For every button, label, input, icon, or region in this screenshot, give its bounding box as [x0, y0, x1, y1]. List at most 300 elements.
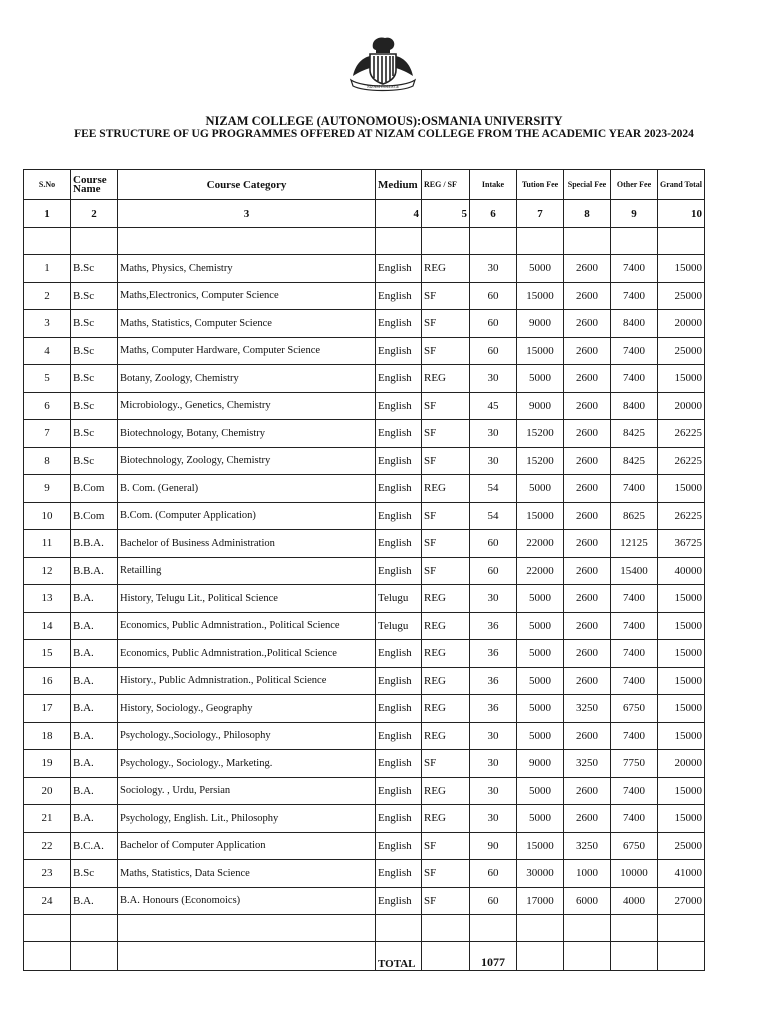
row-course-name: B.Com	[71, 475, 118, 503]
row-other-fee: 7400	[611, 722, 658, 750]
row-course-category: Maths, Computer Hardware, Computer Science	[118, 337, 376, 365]
row-course-name: B.A.	[71, 805, 118, 833]
row-reg-sf: REG	[422, 612, 470, 640]
row-medium: English	[376, 722, 422, 750]
row-intake: 30	[470, 365, 517, 393]
row-grand-total: 15000	[658, 640, 705, 668]
row-tuition-fee: 15000	[517, 832, 564, 860]
row-grand-total: 20000	[658, 750, 705, 778]
row-course-name: B.Sc	[71, 337, 118, 365]
column-number: 2	[71, 200, 118, 228]
row-course-name: B.Sc	[71, 860, 118, 888]
row-other-fee: 15400	[611, 557, 658, 585]
row-special-fee: 2600	[564, 612, 611, 640]
table-row	[24, 255, 705, 283]
row-special-fee: 2600	[564, 640, 611, 668]
column-number: 10	[658, 200, 705, 228]
table-row	[24, 695, 705, 723]
table-row	[24, 282, 705, 310]
row-reg-sf: REG	[422, 722, 470, 750]
row-special-fee: 2600	[564, 667, 611, 695]
row-course-category: Maths, Physics, Chemistry	[118, 255, 376, 283]
row-medium: English	[376, 447, 422, 475]
header-medium: Medium	[376, 170, 422, 200]
row-tuition-fee: 5000	[517, 722, 564, 750]
row-sno: 24	[24, 887, 71, 915]
row-medium: English	[376, 255, 422, 283]
row-sno: 17	[24, 695, 71, 723]
header-grand-total: Grand Total	[658, 170, 705, 200]
row-intake: 30	[470, 750, 517, 778]
table-row	[24, 475, 705, 503]
row-other-fee: 7400	[611, 667, 658, 695]
row-special-fee: 3250	[564, 832, 611, 860]
column-number: 9	[611, 200, 658, 228]
table-row	[24, 667, 705, 695]
row-grand-total: 15000	[658, 255, 705, 283]
row-medium: English	[376, 420, 422, 448]
header-tuition-fee: Tution Fee	[517, 170, 564, 200]
row-other-fee: 7400	[611, 640, 658, 668]
row-special-fee: 2600	[564, 777, 611, 805]
row-course-name: B.Sc	[71, 392, 118, 420]
row-other-fee: 7400	[611, 365, 658, 393]
row-intake: 30	[470, 255, 517, 283]
table-row	[24, 750, 705, 778]
row-course-category: Maths,Electronics, Computer Science	[118, 282, 376, 310]
column-number: 7	[517, 200, 564, 228]
row-medium: English	[376, 282, 422, 310]
row-other-fee: 8425	[611, 447, 658, 475]
table-row	[24, 722, 705, 750]
row-course-category: Biotechnology, Botany, Chemistry	[118, 420, 376, 448]
row-medium: English	[376, 640, 422, 668]
row-intake: 36	[470, 667, 517, 695]
column-number-row	[24, 200, 705, 228]
row-reg-sf: REG	[422, 475, 470, 503]
row-grand-total: 40000	[658, 557, 705, 585]
header-course-name: Course Name	[71, 170, 118, 200]
row-tuition-fee: 22000	[517, 557, 564, 585]
row-tuition-fee: 15200	[517, 447, 564, 475]
row-other-fee: 7400	[611, 805, 658, 833]
row-intake: 60	[470, 530, 517, 558]
row-medium: English	[376, 530, 422, 558]
row-intake: 30	[470, 585, 517, 613]
row-tuition-fee: 5000	[517, 777, 564, 805]
row-special-fee: 2600	[564, 310, 611, 338]
row-grand-total: 15000	[658, 475, 705, 503]
row-grand-total: 15000	[658, 777, 705, 805]
table-row	[24, 337, 705, 365]
row-medium: English	[376, 695, 422, 723]
row-grand-total: 15000	[658, 805, 705, 833]
row-grand-total: 36725	[658, 530, 705, 558]
row-course-category: Psychology.,Sociology., Philosophy	[118, 722, 376, 750]
row-other-fee: 7400	[611, 777, 658, 805]
row-grand-total: 15000	[658, 722, 705, 750]
row-tuition-fee: 5000	[517, 805, 564, 833]
row-other-fee: 7400	[611, 475, 658, 503]
row-grand-total: 25000	[658, 282, 705, 310]
row-medium: English	[376, 557, 422, 585]
row-intake: 54	[470, 475, 517, 503]
row-sno: 23	[24, 860, 71, 888]
row-medium: English	[376, 805, 422, 833]
row-course-name: B.A.	[71, 695, 118, 723]
table-row	[24, 502, 705, 530]
row-medium: English	[376, 750, 422, 778]
row-grand-total: 15000	[658, 667, 705, 695]
row-other-fee: 7400	[611, 337, 658, 365]
table-row	[24, 557, 705, 585]
college-crest-logo	[343, 34, 423, 92]
table-row	[24, 365, 705, 393]
row-tuition-fee: 17000	[517, 887, 564, 915]
row-course-category: Sociology. , Urdu, Persian	[118, 777, 376, 805]
row-reg-sf: SF	[422, 750, 470, 778]
row-course-category: Maths, Statistics, Computer Science	[118, 310, 376, 338]
table-row	[24, 585, 705, 613]
table-row	[24, 887, 705, 915]
row-special-fee: 6000	[564, 887, 611, 915]
row-reg-sf: REG	[422, 255, 470, 283]
row-course-name: B.Sc	[71, 420, 118, 448]
row-grand-total: 15000	[658, 695, 705, 723]
row-tuition-fee: 15000	[517, 337, 564, 365]
row-tuition-fee: 5000	[517, 475, 564, 503]
row-special-fee: 2600	[564, 530, 611, 558]
table-row	[24, 530, 705, 558]
row-intake: 36	[470, 695, 517, 723]
row-intake: 60	[470, 282, 517, 310]
row-course-name: B.A.	[71, 640, 118, 668]
row-intake: 60	[470, 860, 517, 888]
row-medium: English	[376, 365, 422, 393]
row-grand-total: 20000	[658, 310, 705, 338]
row-course-category: B.A. Honours (Economoics)	[118, 887, 376, 915]
row-course-name: B.Sc	[71, 255, 118, 283]
row-course-name: B.C.A.	[71, 832, 118, 860]
row-special-fee: 3250	[564, 695, 611, 723]
row-grand-total: 15000	[658, 365, 705, 393]
row-course-category: Biotechnology, Zoology, Chemistry	[118, 447, 376, 475]
row-intake: 36	[470, 640, 517, 668]
row-special-fee: 2600	[564, 502, 611, 530]
row-course-category: Bachelor of Computer Application	[118, 832, 376, 860]
row-medium: English	[376, 392, 422, 420]
column-number: 6	[470, 200, 517, 228]
row-reg-sf: SF	[422, 502, 470, 530]
row-tuition-fee: 5000	[517, 695, 564, 723]
row-intake: 36	[470, 612, 517, 640]
row-reg-sf: REG	[422, 640, 470, 668]
row-tuition-fee: 5000	[517, 667, 564, 695]
column-number: 4	[376, 200, 422, 228]
row-grand-total: 27000	[658, 887, 705, 915]
row-special-fee: 2600	[564, 337, 611, 365]
row-grand-total: 20000	[658, 392, 705, 420]
row-course-category: B.Com. (Computer Application)	[118, 502, 376, 530]
table-row	[24, 612, 705, 640]
row-intake: 45	[470, 392, 517, 420]
total-label: TOTAL	[376, 942, 422, 971]
row-sno: 8	[24, 447, 71, 475]
row-tuition-fee: 9000	[517, 310, 564, 338]
row-course-name: B.A.	[71, 887, 118, 915]
row-other-fee: 7400	[611, 612, 658, 640]
table-row	[24, 310, 705, 338]
column-number: 8	[564, 200, 611, 228]
row-sno: 6	[24, 392, 71, 420]
row-course-category: Psychology, English. Lit., Philosophy	[118, 805, 376, 833]
row-special-fee: 3250	[564, 750, 611, 778]
column-number: 5	[422, 200, 470, 228]
crest-mantle-left	[353, 56, 370, 76]
row-grand-total: 26225	[658, 502, 705, 530]
row-other-fee: 8625	[611, 502, 658, 530]
row-reg-sf: SF	[422, 420, 470, 448]
table-row	[24, 392, 705, 420]
row-reg-sf: REG	[422, 805, 470, 833]
row-tuition-fee: 15200	[517, 420, 564, 448]
row-grand-total: 25000	[658, 337, 705, 365]
row-sno: 18	[24, 722, 71, 750]
row-sno: 4	[24, 337, 71, 365]
row-other-fee: 8400	[611, 392, 658, 420]
row-reg-sf: REG	[422, 365, 470, 393]
row-special-fee: 2600	[564, 255, 611, 283]
row-sno: 14	[24, 612, 71, 640]
row-course-category: History, Telugu Lit., Political Science	[118, 585, 376, 613]
crest-motto: NIZAM COLLEGE	[366, 84, 400, 89]
row-course-category: Bachelor of Business Administration	[118, 530, 376, 558]
row-special-fee: 2600	[564, 392, 611, 420]
row-course-category: Economics, Public Admnistration.,Political Science	[118, 640, 376, 668]
row-sno: 1	[24, 255, 71, 283]
row-sno: 5	[24, 365, 71, 393]
blank-row	[24, 915, 705, 942]
row-intake: 30	[470, 777, 517, 805]
row-other-fee: 7400	[611, 255, 658, 283]
row-reg-sf: SF	[422, 860, 470, 888]
row-medium: Telugu	[376, 612, 422, 640]
row-reg-sf: REG	[422, 585, 470, 613]
row-other-fee: 8425	[611, 420, 658, 448]
row-reg-sf: SF	[422, 557, 470, 585]
row-other-fee: 4000	[611, 887, 658, 915]
row-other-fee: 12125	[611, 530, 658, 558]
row-other-fee: 7750	[611, 750, 658, 778]
row-course-category: History., Public Admnistration., Political Science	[118, 667, 376, 695]
row-medium: English	[376, 337, 422, 365]
header-special-fee: Special Fee	[564, 170, 611, 200]
column-number: 1	[24, 200, 71, 228]
row-tuition-fee: 15000	[517, 282, 564, 310]
page-title: NIZAM COLLEGE (AUTONOMOUS):OSMANIA UNIVERSITY	[205, 114, 563, 128]
row-intake: 30	[470, 722, 517, 750]
row-course-category: Maths, Statistics, Data Science	[118, 860, 376, 888]
row-medium: English	[376, 310, 422, 338]
row-medium: English	[376, 777, 422, 805]
row-sno: 13	[24, 585, 71, 613]
row-special-fee: 2600	[564, 365, 611, 393]
row-tuition-fee: 5000	[517, 255, 564, 283]
row-reg-sf: SF	[422, 530, 470, 558]
row-tuition-fee: 22000	[517, 530, 564, 558]
row-sno: 9	[24, 475, 71, 503]
row-special-fee: 2600	[564, 475, 611, 503]
crest-helmet	[376, 48, 390, 53]
row-course-name: B.A.	[71, 750, 118, 778]
blank-row	[24, 228, 705, 255]
table-header-row	[24, 170, 705, 200]
row-reg-sf: SF	[422, 337, 470, 365]
table-row	[24, 832, 705, 860]
table-row	[24, 420, 705, 448]
row-other-fee: 7400	[611, 282, 658, 310]
row-special-fee: 2600	[564, 447, 611, 475]
total-row	[24, 942, 705, 971]
row-intake: 60	[470, 337, 517, 365]
row-grand-total: 15000	[658, 585, 705, 613]
row-course-name: B.A.	[71, 612, 118, 640]
row-course-category: B. Com. (General)	[118, 475, 376, 503]
row-course-name: B.Sc	[71, 447, 118, 475]
row-reg-sf: SF	[422, 310, 470, 338]
row-tuition-fee: 5000	[517, 612, 564, 640]
row-course-name: B.B.A.	[71, 530, 118, 558]
row-sno: 19	[24, 750, 71, 778]
row-reg-sf: REG	[422, 777, 470, 805]
column-number: 3	[118, 200, 376, 228]
row-medium: English	[376, 887, 422, 915]
row-sno: 21	[24, 805, 71, 833]
row-special-fee: 2600	[564, 557, 611, 585]
row-tuition-fee: 30000	[517, 860, 564, 888]
fee-structure-table	[23, 169, 705, 971]
row-special-fee: 2600	[564, 585, 611, 613]
row-medium: Telugu	[376, 585, 422, 613]
row-intake: 60	[470, 557, 517, 585]
header-sno: S.No	[24, 170, 71, 200]
row-sno: 11	[24, 530, 71, 558]
row-sno: 16	[24, 667, 71, 695]
row-grand-total: 15000	[658, 612, 705, 640]
row-course-category: Economics, Public Admnistration., Political Science	[118, 612, 376, 640]
row-tuition-fee: 5000	[517, 640, 564, 668]
row-tuition-fee: 15000	[517, 502, 564, 530]
row-course-name: B.Sc	[71, 282, 118, 310]
row-course-name: B.B.A.	[71, 557, 118, 585]
row-special-fee: 2600	[564, 282, 611, 310]
row-medium: English	[376, 475, 422, 503]
row-sno: 2	[24, 282, 71, 310]
row-course-name: B.A.	[71, 667, 118, 695]
row-course-name: B.Com	[71, 502, 118, 530]
row-course-name: B.A.	[71, 585, 118, 613]
row-sno: 20	[24, 777, 71, 805]
row-special-fee: 2600	[564, 420, 611, 448]
row-reg-sf: SF	[422, 832, 470, 860]
table-row	[24, 640, 705, 668]
row-course-category: History, Sociology., Geography	[118, 695, 376, 723]
row-sno: 10	[24, 502, 71, 530]
row-tuition-fee: 9000	[517, 750, 564, 778]
row-other-fee: 6750	[611, 832, 658, 860]
row-medium: English	[376, 667, 422, 695]
row-sno: 3	[24, 310, 71, 338]
row-grand-total: 26225	[658, 420, 705, 448]
table-row	[24, 805, 705, 833]
row-grand-total: 26225	[658, 447, 705, 475]
row-special-fee: 2600	[564, 722, 611, 750]
row-reg-sf: REG	[422, 667, 470, 695]
row-course-category: Psychology., Sociology., Marketing.	[118, 750, 376, 778]
row-intake: 30	[470, 805, 517, 833]
row-course-category: Botany, Zoology, Chemistry	[118, 365, 376, 393]
fee-table-body	[24, 228, 705, 915]
row-reg-sf: SF	[422, 887, 470, 915]
row-grand-total: 25000	[658, 832, 705, 860]
crest-mantle-right	[396, 56, 413, 76]
row-special-fee: 2600	[564, 805, 611, 833]
row-reg-sf: SF	[422, 392, 470, 420]
row-course-category: Retailling	[118, 557, 376, 585]
row-intake: 30	[470, 420, 517, 448]
row-reg-sf: SF	[422, 282, 470, 310]
row-course-name: B.A.	[71, 722, 118, 750]
row-reg-sf: REG	[422, 695, 470, 723]
row-medium: English	[376, 860, 422, 888]
row-sno: 7	[24, 420, 71, 448]
row-sno: 22	[24, 832, 71, 860]
row-other-fee: 10000	[611, 860, 658, 888]
row-special-fee: 1000	[564, 860, 611, 888]
page-subtitle: FEE STRUCTURE OF UG PROGRAMMES OFFERED AT NIZAM COLLEGE FROM THE ACADEMIC YEAR 2023-2024	[74, 128, 694, 140]
header-intake: Intake	[470, 170, 517, 200]
table-row	[24, 447, 705, 475]
row-tuition-fee: 5000	[517, 585, 564, 613]
row-course-name: B.Sc	[71, 365, 118, 393]
row-other-fee: 6750	[611, 695, 658, 723]
row-intake: 60	[470, 887, 517, 915]
table-row	[24, 860, 705, 888]
header-course-category: Course Category	[118, 170, 376, 200]
header-reg-sf: REG / SF	[422, 170, 470, 200]
row-grand-total: 41000	[658, 860, 705, 888]
row-sno: 15	[24, 640, 71, 668]
row-medium: English	[376, 502, 422, 530]
row-medium: English	[376, 832, 422, 860]
row-reg-sf: SF	[422, 447, 470, 475]
row-intake: 30	[470, 447, 517, 475]
row-course-name: B.Sc	[71, 310, 118, 338]
row-tuition-fee: 5000	[517, 365, 564, 393]
row-other-fee: 8400	[611, 310, 658, 338]
table-row	[24, 777, 705, 805]
row-intake: 90	[470, 832, 517, 860]
row-intake: 54	[470, 502, 517, 530]
total-intake: 1077	[470, 942, 517, 971]
row-other-fee: 7400	[611, 585, 658, 613]
row-course-category: Microbiology., Genetics, Chemistry	[118, 392, 376, 420]
row-course-name: B.A.	[71, 777, 118, 805]
row-sno: 12	[24, 557, 71, 585]
row-intake: 60	[470, 310, 517, 338]
row-tuition-fee: 9000	[517, 392, 564, 420]
header-other-fee: Other Fee	[611, 170, 658, 200]
